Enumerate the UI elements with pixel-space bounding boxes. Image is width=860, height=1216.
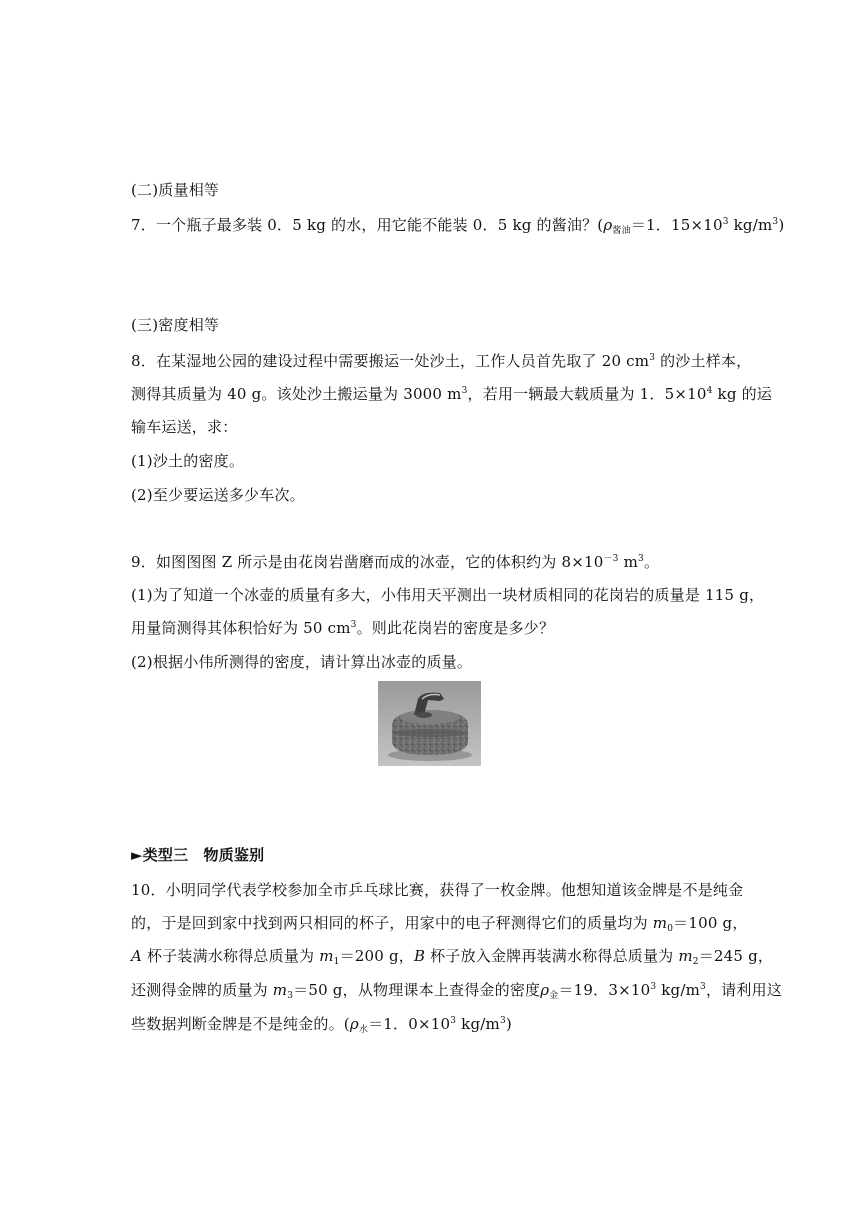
section-heading-equal-mass: (二)质量相等 (131, 181, 220, 199)
question-8-line-1: 8．在某湿地公园的建设过程中需要搬运一处沙土，工作人员首先取了 20 $cm^3$ 的沙土样本， (131, 352, 752, 370)
section-heading-equal-density: (三)密度相等 (131, 316, 220, 334)
question-9-part-1-line-1: (1)为了知道一个冰壶的质量有多大，小伟用天平测出一块材质相同的花岗岩的质量是 115 g， (131, 586, 765, 604)
question-8-part-2: (2)至少要运送多少车次。 (131, 486, 305, 504)
question-8-part-1: (1)沙土的密度。 (131, 452, 245, 470)
curling-stone-icon (378, 681, 481, 766)
question-7: 7．一个瓶子最多装 0．5 kg 的水，用它能不能装 0．5 kg 的酱油？($\rho_{酱油}=1$．$15\times 10^3$ $kg/m^3$) (131, 216, 785, 236)
question-10-line-2: 的，于是回到家中找到两只相同的杯子，用家中的电子秤测得它们的质量均为 $m_0=100$ g， (131, 914, 748, 934)
question-10-line-1: 10．小明同学代表学校参加全市乒乓球比赛，获得了一枚金牌。他想知道该金牌是不是纯金 (131, 881, 744, 899)
question-8-line-2: 测得其质量为 40 g。该处沙土搬运量为 3000 $m^3$，若用一辆最大载质量为 1．$5\times 10^4$ kg 的运 (131, 385, 772, 403)
question-10-line-4: 还测得金牌的质量为 $m_3=50$ g，从物理课本上查得金的密度$\rho_金=19$．$3\times 10^3$ $kg/m^3$，请利用这 (131, 981, 782, 1001)
question-9-part-2: (2)根据小伟所测得的密度，请计算出冰壶的质量。 (131, 653, 473, 671)
type-3-heading: ►类型三 物质鉴别 (131, 846, 265, 864)
curling-stone-photo (378, 681, 481, 766)
question-10-line-5: 些数据判断金牌是不是纯金的。($\rho_水=1$．$0\times 10^3$ $kg/m^3$) (131, 1015, 512, 1035)
question-9-part-1-line-2: 用量筒测得其体积恰好为 50 $cm^3$。则此花岗岩的密度是多少？ (131, 619, 555, 637)
question-8-line-3: 输车运送，求： (131, 418, 238, 436)
question-10-line-3: A 杯子装满水称得总质量为 $m_1=200$ g，B 杯子放入金牌再装满水称得总质量为 $m_2=245$ g， (131, 947, 774, 967)
question-9-line-1: 9．如图图图 Z 所示是由花岗岩凿磨而成的冰壶，它的体积约为 $8\times 10^{-3}$ $m^3$。 (131, 553, 660, 571)
